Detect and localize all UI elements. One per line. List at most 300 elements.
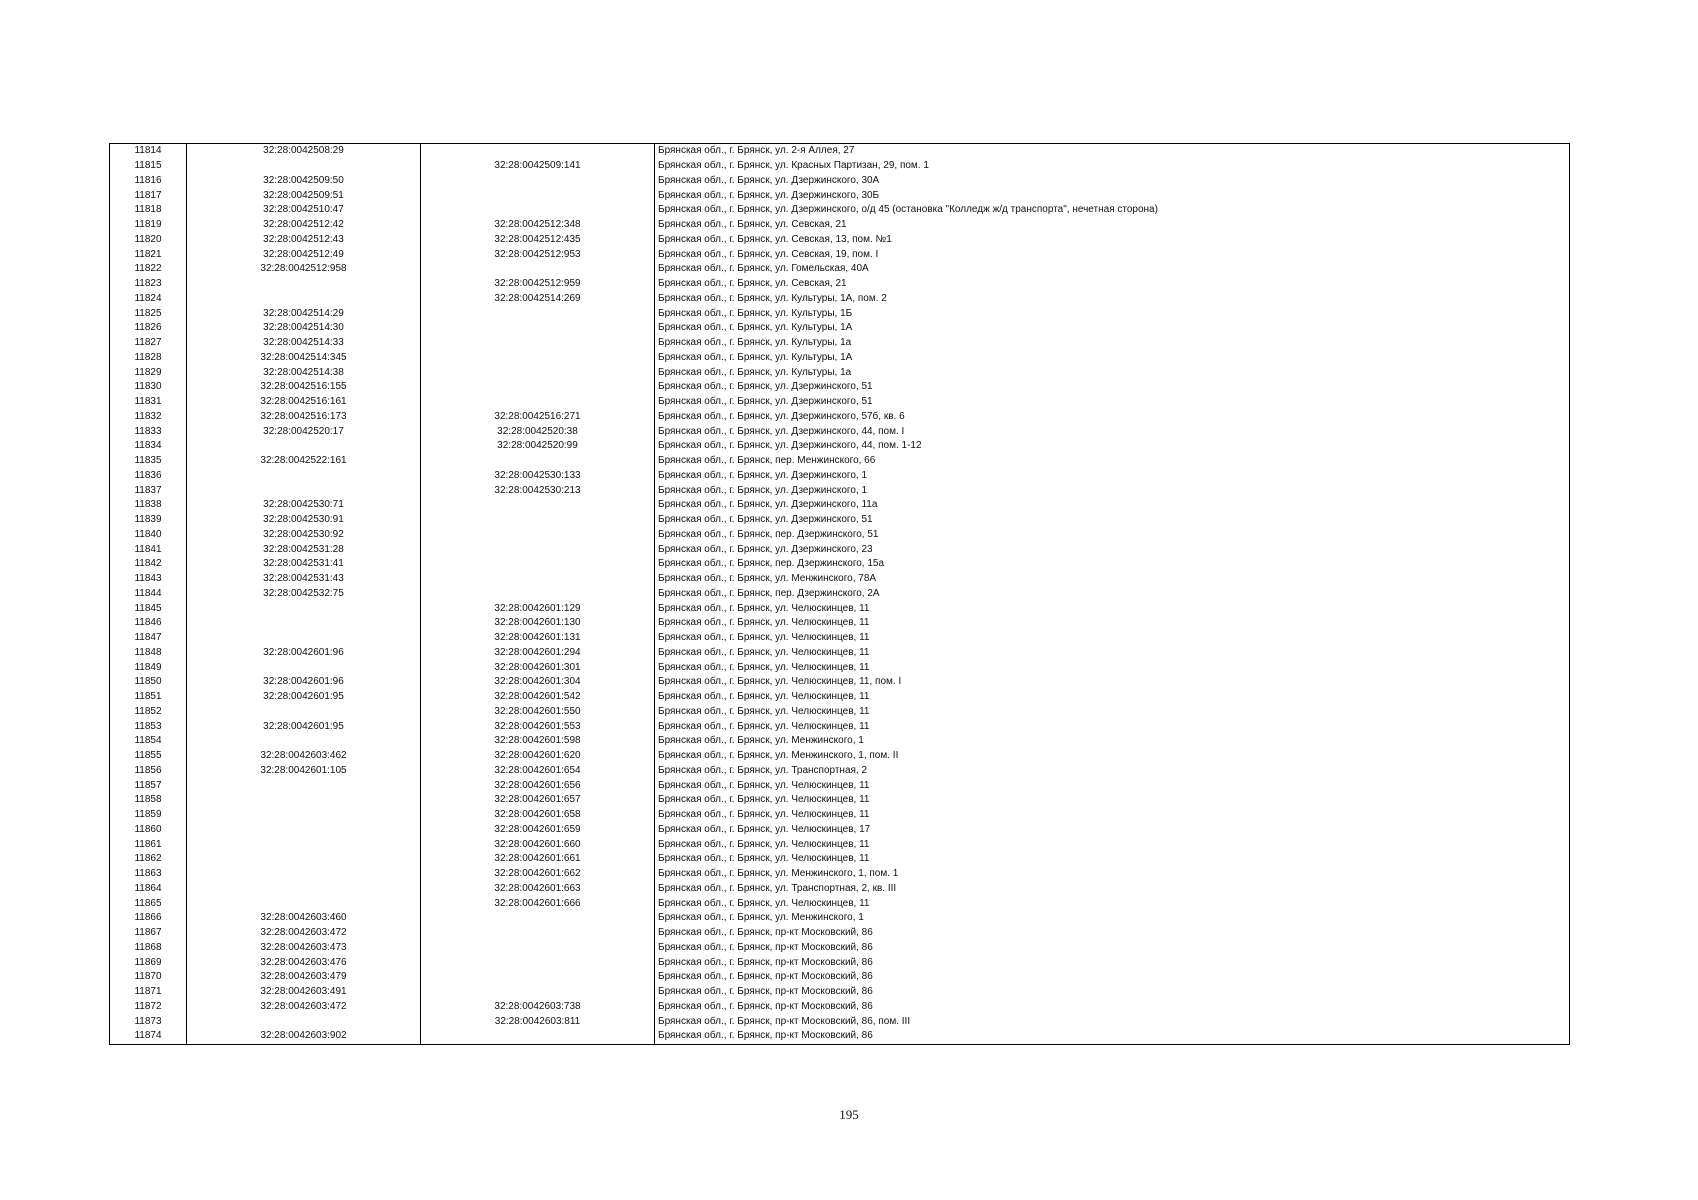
object-cadastral-number-cell [421, 941, 655, 956]
row-number-cell: 11832 [110, 410, 187, 425]
land-cadastral-number-cell: 32:28:0042601:96 [187, 646, 421, 661]
land-cadastral-number-cell [187, 852, 421, 867]
object-cadastral-number-cell [421, 1029, 655, 1044]
land-cadastral-number-cell [187, 808, 421, 823]
row-number-cell: 11849 [110, 660, 187, 675]
address-cell: Брянская обл., г. Брянск, ул. Транспортная, 2, кв. III [655, 882, 1570, 897]
land-cadastral-number-cell [187, 734, 421, 749]
object-cadastral-number-cell: 32:28:0042601:657 [421, 793, 655, 808]
row-number-cell: 11833 [110, 424, 187, 439]
address-cell: Брянская обл., г. Брянск, пер. Дзержинского, 2А [655, 587, 1570, 602]
table-row [110, 867, 1570, 882]
object-cadastral-number-cell [421, 985, 655, 1000]
row-number-cell: 11834 [110, 439, 187, 454]
row-number-cell: 11821 [110, 247, 187, 262]
object-cadastral-number-cell [421, 970, 655, 985]
table-row [110, 911, 1570, 926]
address-cell: Брянская обл., г. Брянск, ул. Челюскинцев, 11, пом. I [655, 675, 1570, 690]
address-cell: Брянская обл., г. Брянск, ул. Культуры, 1а [655, 336, 1570, 351]
address-cell: Брянская обл., г. Брянск, ул. Дзержинского, 57б, кв. 6 [655, 410, 1570, 425]
address-cell: Брянская обл., г. Брянск, ул. Менжинского, 1 [655, 911, 1570, 926]
land-cadastral-number-cell [187, 778, 421, 793]
land-cadastral-number-cell [187, 292, 421, 307]
table-row [110, 292, 1570, 307]
land-cadastral-number-cell: 32:28:0042516:173 [187, 410, 421, 425]
row-number-cell: 11859 [110, 808, 187, 823]
address-cell: Брянская обл., г. Брянск, ул. Челюскинцев, 11 [655, 660, 1570, 675]
land-cadastral-number-cell: 32:28:0042532:75 [187, 587, 421, 602]
address-cell: Брянская обл., г. Брянск, пр-кт Московский, 86 [655, 1000, 1570, 1015]
table-row [110, 483, 1570, 498]
table-row [110, 557, 1570, 572]
row-number-cell: 11818 [110, 203, 187, 218]
table-row [110, 852, 1570, 867]
row-number-cell: 11850 [110, 675, 187, 690]
land-cadastral-number-cell [187, 823, 421, 838]
object-cadastral-number-cell [421, 955, 655, 970]
table-row [110, 188, 1570, 203]
row-number-cell: 11837 [110, 483, 187, 498]
object-cadastral-number-cell [421, 572, 655, 587]
row-number-cell: 11822 [110, 262, 187, 277]
row-number-cell: 11819 [110, 218, 187, 233]
table-row [110, 247, 1570, 262]
land-cadastral-number-cell: 32:28:0042509:51 [187, 188, 421, 203]
row-number-cell: 11863 [110, 867, 187, 882]
table-row [110, 1014, 1570, 1029]
row-number-cell: 11874 [110, 1029, 187, 1044]
row-number-cell: 11841 [110, 542, 187, 557]
address-cell: Брянская обл., г. Брянск, ул. Транспортная, 2 [655, 764, 1570, 779]
object-cadastral-number-cell: 32:28:0042603:738 [421, 1000, 655, 1015]
object-cadastral-number-cell [421, 380, 655, 395]
row-number-cell: 11823 [110, 277, 187, 292]
address-cell: Брянская обл., г. Брянск, ул. Культуры, 1А [655, 351, 1570, 366]
address-cell: Брянская обл., г. Брянск, ул. Культуры, 1а [655, 365, 1570, 380]
land-cadastral-number-cell [187, 159, 421, 174]
land-cadastral-number-cell: 32:28:0042601:95 [187, 690, 421, 705]
row-number-cell: 11873 [110, 1014, 187, 1029]
land-cadastral-number-cell [187, 1014, 421, 1029]
land-cadastral-number-cell: 32:28:0042531:41 [187, 557, 421, 572]
table-row [110, 306, 1570, 321]
address-cell: Брянская обл., г. Брянск, ул. Челюскинцев, 11 [655, 690, 1570, 705]
registry-table-body [110, 144, 1570, 1045]
land-cadastral-number-cell: 32:28:0042601:95 [187, 719, 421, 734]
object-cadastral-number-cell: 32:28:0042516:271 [421, 410, 655, 425]
row-number-cell: 11829 [110, 365, 187, 380]
table-row [110, 424, 1570, 439]
object-cadastral-number-cell: 32:28:0042601:663 [421, 882, 655, 897]
object-cadastral-number-cell: 32:28:0042601:304 [421, 675, 655, 690]
address-cell: Брянская обл., г. Брянск, ул. Дзержинского, о/д 45 (остановка "Колледж ж/д транспорта", нечетная сторона) [655, 203, 1570, 218]
row-number-cell: 11867 [110, 926, 187, 941]
row-number-cell: 11862 [110, 852, 187, 867]
table-row [110, 675, 1570, 690]
address-cell: Брянская обл., г. Брянск, ул. Культуры, 1А [655, 321, 1570, 336]
row-number-cell: 11842 [110, 557, 187, 572]
address-cell: Брянская обл., г. Брянск, пер. Дзержинского, 15а [655, 557, 1570, 572]
address-cell: Брянская обл., г. Брянск, ул. Красных Партизан, 29, пом. 1 [655, 159, 1570, 174]
object-cadastral-number-cell: 32:28:0042520:38 [421, 424, 655, 439]
address-cell: Брянская обл., г. Брянск, ул. Менжинского, 1 [655, 734, 1570, 749]
land-cadastral-number-cell [187, 660, 421, 675]
row-number-cell: 11854 [110, 734, 187, 749]
land-cadastral-number-cell [187, 277, 421, 292]
land-cadastral-number-cell: 32:28:0042530:71 [187, 498, 421, 513]
row-number-cell: 11865 [110, 896, 187, 911]
land-cadastral-number-cell: 32:28:0042512:49 [187, 247, 421, 262]
table-row [110, 941, 1570, 956]
row-number-cell: 11840 [110, 528, 187, 543]
address-cell: Брянская обл., г. Брянск, ул. Менжинского, 1, пом. II [655, 749, 1570, 764]
registry-table [109, 143, 1570, 1045]
row-number-cell: 11835 [110, 454, 187, 469]
row-number-cell: 11852 [110, 705, 187, 720]
object-cadastral-number-cell [421, 203, 655, 218]
land-cadastral-number-cell: 32:28:0042603:491 [187, 985, 421, 1000]
object-cadastral-number-cell: 32:28:0042601:131 [421, 631, 655, 646]
table-row [110, 660, 1570, 675]
object-cadastral-number-cell: 32:28:0042520:99 [421, 439, 655, 454]
land-cadastral-number-cell: 32:28:0042531:43 [187, 572, 421, 587]
address-cell: Брянская обл., г. Брянск, пр-кт Московский, 86 [655, 955, 1570, 970]
table-row [110, 144, 1570, 159]
row-number-cell: 11870 [110, 970, 187, 985]
table-row [110, 764, 1570, 779]
land-cadastral-number-cell [187, 631, 421, 646]
table-row [110, 616, 1570, 631]
land-cadastral-number-cell [187, 705, 421, 720]
table-row [110, 395, 1570, 410]
object-cadastral-number-cell: 32:28:0042509:141 [421, 159, 655, 174]
page-number: 195 [839, 1107, 859, 1122]
address-cell: Брянская обл., г. Брянск, ул. Дзержинского, 23 [655, 542, 1570, 557]
row-number-cell: 11856 [110, 764, 187, 779]
object-cadastral-number-cell: 32:28:0042601:661 [421, 852, 655, 867]
row-number-cell: 11839 [110, 513, 187, 528]
row-number-cell: 11855 [110, 749, 187, 764]
land-cadastral-number-cell [187, 867, 421, 882]
row-number-cell: 11857 [110, 778, 187, 793]
object-cadastral-number-cell: 32:28:0042512:348 [421, 218, 655, 233]
table-row [110, 513, 1570, 528]
object-cadastral-number-cell [421, 262, 655, 277]
land-cadastral-number-cell [187, 882, 421, 897]
table-row [110, 321, 1570, 336]
address-cell: Брянская обл., г. Брянск, ул. Челюскинцев, 11 [655, 719, 1570, 734]
table-row [110, 1029, 1570, 1044]
address-cell: Брянская обл., г. Брянск, ул. Дзержинского, 30А [655, 174, 1570, 189]
land-cadastral-number-cell: 32:28:0042514:33 [187, 336, 421, 351]
land-cadastral-number-cell: 32:28:0042522:161 [187, 454, 421, 469]
table-row [110, 542, 1570, 557]
row-number-cell: 11847 [110, 631, 187, 646]
table-row [110, 705, 1570, 720]
object-cadastral-number-cell: 32:28:0042601:666 [421, 896, 655, 911]
row-number-cell: 11848 [110, 646, 187, 661]
table-row [110, 1000, 1570, 1015]
table-row [110, 380, 1570, 395]
address-cell: Брянская обл., г. Брянск, ул. Севская, 13, пом. №1 [655, 233, 1570, 248]
row-number-cell: 11872 [110, 1000, 187, 1015]
address-cell: Брянская обл., г. Брянск, пер. Менжинского, 66 [655, 454, 1570, 469]
table-row [110, 469, 1570, 484]
land-cadastral-number-cell: 32:28:0042530:92 [187, 528, 421, 543]
address-cell: Брянская обл., г. Брянск, ул. Дзержинского, 51 [655, 513, 1570, 528]
row-number-cell: 11826 [110, 321, 187, 336]
address-cell: Брянская обл., г. Брянск, ул. Дзержинского, 1 [655, 469, 1570, 484]
object-cadastral-number-cell [421, 321, 655, 336]
object-cadastral-number-cell: 32:28:0042514:269 [421, 292, 655, 307]
object-cadastral-number-cell: 32:28:0042601:620 [421, 749, 655, 764]
address-cell: Брянская обл., г. Брянск, ул. Севская, 21 [655, 277, 1570, 292]
land-cadastral-number-cell [187, 601, 421, 616]
address-cell: Брянская обл., г. Брянск, ул. Дзержинского, 44, пом. 1-12 [655, 439, 1570, 454]
object-cadastral-number-cell: 32:28:0042601:301 [421, 660, 655, 675]
land-cadastral-number-cell [187, 837, 421, 852]
table-row [110, 631, 1570, 646]
land-cadastral-number-cell: 32:28:0042512:42 [187, 218, 421, 233]
table-row [110, 719, 1570, 734]
address-cell: Брянская обл., г. Брянск, ул. Челюскинцев, 11 [655, 793, 1570, 808]
table-row [110, 410, 1570, 425]
object-cadastral-number-cell [421, 926, 655, 941]
table-row [110, 926, 1570, 941]
address-cell: Брянская обл., г. Брянск, ул. Дзержинского, 44, пом. I [655, 424, 1570, 439]
object-cadastral-number-cell: 32:28:0042603:811 [421, 1014, 655, 1029]
address-cell: Брянская обл., г. Брянск, ул. Гомельская, 40А [655, 262, 1570, 277]
address-cell: Брянская обл., г. Брянск, пр-кт Московский, 86 [655, 970, 1570, 985]
address-cell: Брянская обл., г. Брянск, пр-кт Московский, 86 [655, 985, 1570, 1000]
row-number-cell: 11846 [110, 616, 187, 631]
address-cell: Брянская обл., г. Брянск, ул. 2-я Аллея, 27 [655, 144, 1570, 159]
address-cell: Брянская обл., г. Брянск, ул. Челюскинцев, 17 [655, 823, 1570, 838]
row-number-cell: 11869 [110, 955, 187, 970]
table-row [110, 970, 1570, 985]
land-cadastral-number-cell: 32:28:0042603:462 [187, 749, 421, 764]
table-row [110, 587, 1570, 602]
table-row [110, 690, 1570, 705]
land-cadastral-number-cell: 32:28:0042514:30 [187, 321, 421, 336]
address-cell: Брянская обл., г. Брянск, ул. Менжинского, 1, пом. 1 [655, 867, 1570, 882]
row-number-cell: 11828 [110, 351, 187, 366]
land-cadastral-number-cell: 32:28:0042603:460 [187, 911, 421, 926]
object-cadastral-number-cell [421, 306, 655, 321]
row-number-cell: 11868 [110, 941, 187, 956]
table-row [110, 646, 1570, 661]
table-row [110, 955, 1570, 970]
address-cell: Брянская обл., г. Брянск, ул. Дзержинского, 11а [655, 498, 1570, 513]
object-cadastral-number-cell: 32:28:0042601:550 [421, 705, 655, 720]
row-number-cell: 11866 [110, 911, 187, 926]
table-row [110, 808, 1570, 823]
address-cell: Брянская обл., г. Брянск, ул. Челюскинцев, 11 [655, 778, 1570, 793]
object-cadastral-number-cell [421, 365, 655, 380]
land-cadastral-number-cell [187, 616, 421, 631]
table-row [110, 793, 1570, 808]
object-cadastral-number-cell: 32:28:0042512:953 [421, 247, 655, 262]
land-cadastral-number-cell: 32:28:0042514:38 [187, 365, 421, 380]
table-row [110, 218, 1570, 233]
land-cadastral-number-cell: 32:28:0042531:28 [187, 542, 421, 557]
row-number-cell: 11838 [110, 498, 187, 513]
row-number-cell: 11845 [110, 601, 187, 616]
address-cell: Брянская обл., г. Брянск, ул. Севская, 21 [655, 218, 1570, 233]
table-row [110, 336, 1570, 351]
land-cadastral-number-cell: 32:28:0042601:96 [187, 675, 421, 690]
object-cadastral-number-cell: 32:28:0042512:435 [421, 233, 655, 248]
object-cadastral-number-cell: 32:28:0042601:659 [421, 823, 655, 838]
land-cadastral-number-cell: 32:28:0042603:473 [187, 941, 421, 956]
table-row [110, 734, 1570, 749]
object-cadastral-number-cell: 32:28:0042530:133 [421, 469, 655, 484]
object-cadastral-number-cell: 32:28:0042601:662 [421, 867, 655, 882]
table-row [110, 277, 1570, 292]
object-cadastral-number-cell: 32:28:0042601:553 [421, 719, 655, 734]
object-cadastral-number-cell: 32:28:0042601:542 [421, 690, 655, 705]
object-cadastral-number-cell [421, 587, 655, 602]
row-number-cell: 11860 [110, 823, 187, 838]
row-number-cell: 11820 [110, 233, 187, 248]
object-cadastral-number-cell: 32:28:0042512:959 [421, 277, 655, 292]
land-cadastral-number-cell: 32:28:0042516:155 [187, 380, 421, 395]
row-number-cell: 11827 [110, 336, 187, 351]
address-cell: Брянская обл., г. Брянск, ул. Челюскинцев, 11 [655, 616, 1570, 631]
object-cadastral-number-cell [421, 351, 655, 366]
row-number-cell: 11858 [110, 793, 187, 808]
table-row [110, 882, 1570, 897]
object-cadastral-number-cell [421, 513, 655, 528]
row-number-cell: 11864 [110, 882, 187, 897]
land-cadastral-number-cell: 32:28:0042510:47 [187, 203, 421, 218]
object-cadastral-number-cell [421, 395, 655, 410]
address-cell: Брянская обл., г. Брянск, ул. Челюскинцев, 11 [655, 646, 1570, 661]
row-number-cell: 11871 [110, 985, 187, 1000]
object-cadastral-number-cell [421, 144, 655, 159]
table-row [110, 837, 1570, 852]
row-number-cell: 11851 [110, 690, 187, 705]
address-cell: Брянская обл., г. Брянск, пр-кт Московский, 86 [655, 941, 1570, 956]
land-cadastral-number-cell: 32:28:0042516:161 [187, 395, 421, 410]
land-cadastral-number-cell: 32:28:0042601:105 [187, 764, 421, 779]
object-cadastral-number-cell [421, 542, 655, 557]
table-row [110, 233, 1570, 248]
row-number-cell: 11831 [110, 395, 187, 410]
land-cadastral-number-cell: 32:28:0042514:29 [187, 306, 421, 321]
land-cadastral-number-cell: 32:28:0042514:345 [187, 351, 421, 366]
object-cadastral-number-cell [421, 174, 655, 189]
row-number-cell: 11824 [110, 292, 187, 307]
table-row [110, 351, 1570, 366]
object-cadastral-number-cell [421, 557, 655, 572]
address-cell: Брянская обл., г. Брянск, ул. Челюскинцев, 11 [655, 852, 1570, 867]
row-number-cell: 11816 [110, 174, 187, 189]
object-cadastral-number-cell: 32:28:0042601:294 [421, 646, 655, 661]
row-number-cell: 11830 [110, 380, 187, 395]
land-cadastral-number-cell [187, 439, 421, 454]
land-cadastral-number-cell: 32:28:0042603:902 [187, 1029, 421, 1044]
table-row [110, 823, 1570, 838]
land-cadastral-number-cell [187, 483, 421, 498]
address-cell: Брянская обл., г. Брянск, пр-кт Московский, 86, пом. III [655, 1014, 1570, 1029]
table-row [110, 572, 1570, 587]
object-cadastral-number-cell [421, 911, 655, 926]
object-cadastral-number-cell [421, 188, 655, 203]
address-cell: Брянская обл., г. Брянск, ул. Севская, 19, пом. I [655, 247, 1570, 262]
table-row [110, 601, 1570, 616]
table-row [110, 365, 1570, 380]
object-cadastral-number-cell [421, 454, 655, 469]
address-cell: Брянская обл., г. Брянск, пер. Дзержинского, 51 [655, 528, 1570, 543]
address-cell: Брянская обл., г. Брянск, ул. Челюскинцев, 11 [655, 837, 1570, 852]
object-cadastral-number-cell: 32:28:0042601:654 [421, 764, 655, 779]
row-number-cell: 11836 [110, 469, 187, 484]
land-cadastral-number-cell: 32:28:0042603:472 [187, 1000, 421, 1015]
object-cadastral-number-cell [421, 498, 655, 513]
row-number-cell: 11853 [110, 719, 187, 734]
row-number-cell: 11825 [110, 306, 187, 321]
object-cadastral-number-cell [421, 528, 655, 543]
land-cadastral-number-cell [187, 896, 421, 911]
object-cadastral-number-cell: 32:28:0042601:598 [421, 734, 655, 749]
land-cadastral-number-cell: 32:28:0042508:29 [187, 144, 421, 159]
table-row [110, 159, 1570, 174]
land-cadastral-number-cell: 32:28:0042530:91 [187, 513, 421, 528]
table-row [110, 203, 1570, 218]
land-cadastral-number-cell: 32:28:0042603:479 [187, 970, 421, 985]
address-cell: Брянская обл., г. Брянск, ул. Культуры, 1Б [655, 306, 1570, 321]
land-cadastral-number-cell: 32:28:0042512:958 [187, 262, 421, 277]
address-cell: Брянская обл., г. Брянск, пр-кт Московский, 86 [655, 926, 1570, 941]
address-cell: Брянская обл., г. Брянск, ул. Челюскинцев, 11 [655, 631, 1570, 646]
row-number-cell: 11817 [110, 188, 187, 203]
row-number-cell: 11814 [110, 144, 187, 159]
address-cell: Брянская обл., г. Брянск, пр-кт Московский, 86 [655, 1029, 1570, 1044]
row-number-cell: 11861 [110, 837, 187, 852]
land-cadastral-number-cell [187, 793, 421, 808]
object-cadastral-number-cell: 32:28:0042601:130 [421, 616, 655, 631]
table-row [110, 896, 1570, 911]
land-cadastral-number-cell: 32:28:0042512:43 [187, 233, 421, 248]
address-cell: Брянская обл., г. Брянск, ул. Челюскинцев, 11 [655, 896, 1570, 911]
table-row [110, 454, 1570, 469]
land-cadastral-number-cell: 32:28:0042603:472 [187, 926, 421, 941]
address-cell: Брянская обл., г. Брянск, ул. Дзержинского, 30Б [655, 188, 1570, 203]
land-cadastral-number-cell: 32:28:0042509:50 [187, 174, 421, 189]
table-row [110, 528, 1570, 543]
row-number-cell: 11844 [110, 587, 187, 602]
object-cadastral-number-cell: 32:28:0042601:129 [421, 601, 655, 616]
table-row [110, 262, 1570, 277]
table-row [110, 778, 1570, 793]
object-cadastral-number-cell: 32:28:0042601:660 [421, 837, 655, 852]
object-cadastral-number-cell: 32:28:0042530:213 [421, 483, 655, 498]
land-cadastral-number-cell: 32:28:0042603:476 [187, 955, 421, 970]
address-cell: Брянская обл., г. Брянск, ул. Менжинского, 78А [655, 572, 1570, 587]
table-row [110, 439, 1570, 454]
row-number-cell: 11815 [110, 159, 187, 174]
table-row [110, 749, 1570, 764]
table-row [110, 985, 1570, 1000]
address-cell: Брянская обл., г. Брянск, ул. Культуры, 1А, пом. 2 [655, 292, 1570, 307]
address-cell: Брянская обл., г. Брянск, ул. Челюскинцев, 11 [655, 808, 1570, 823]
address-cell: Брянская обл., г. Брянск, ул. Челюскинцев, 11 [655, 601, 1570, 616]
address-cell: Брянская обл., г. Брянск, ул. Дзержинского, 51 [655, 395, 1570, 410]
object-cadastral-number-cell: 32:28:0042601:656 [421, 778, 655, 793]
land-cadastral-number-cell [187, 469, 421, 484]
table-row [110, 174, 1570, 189]
